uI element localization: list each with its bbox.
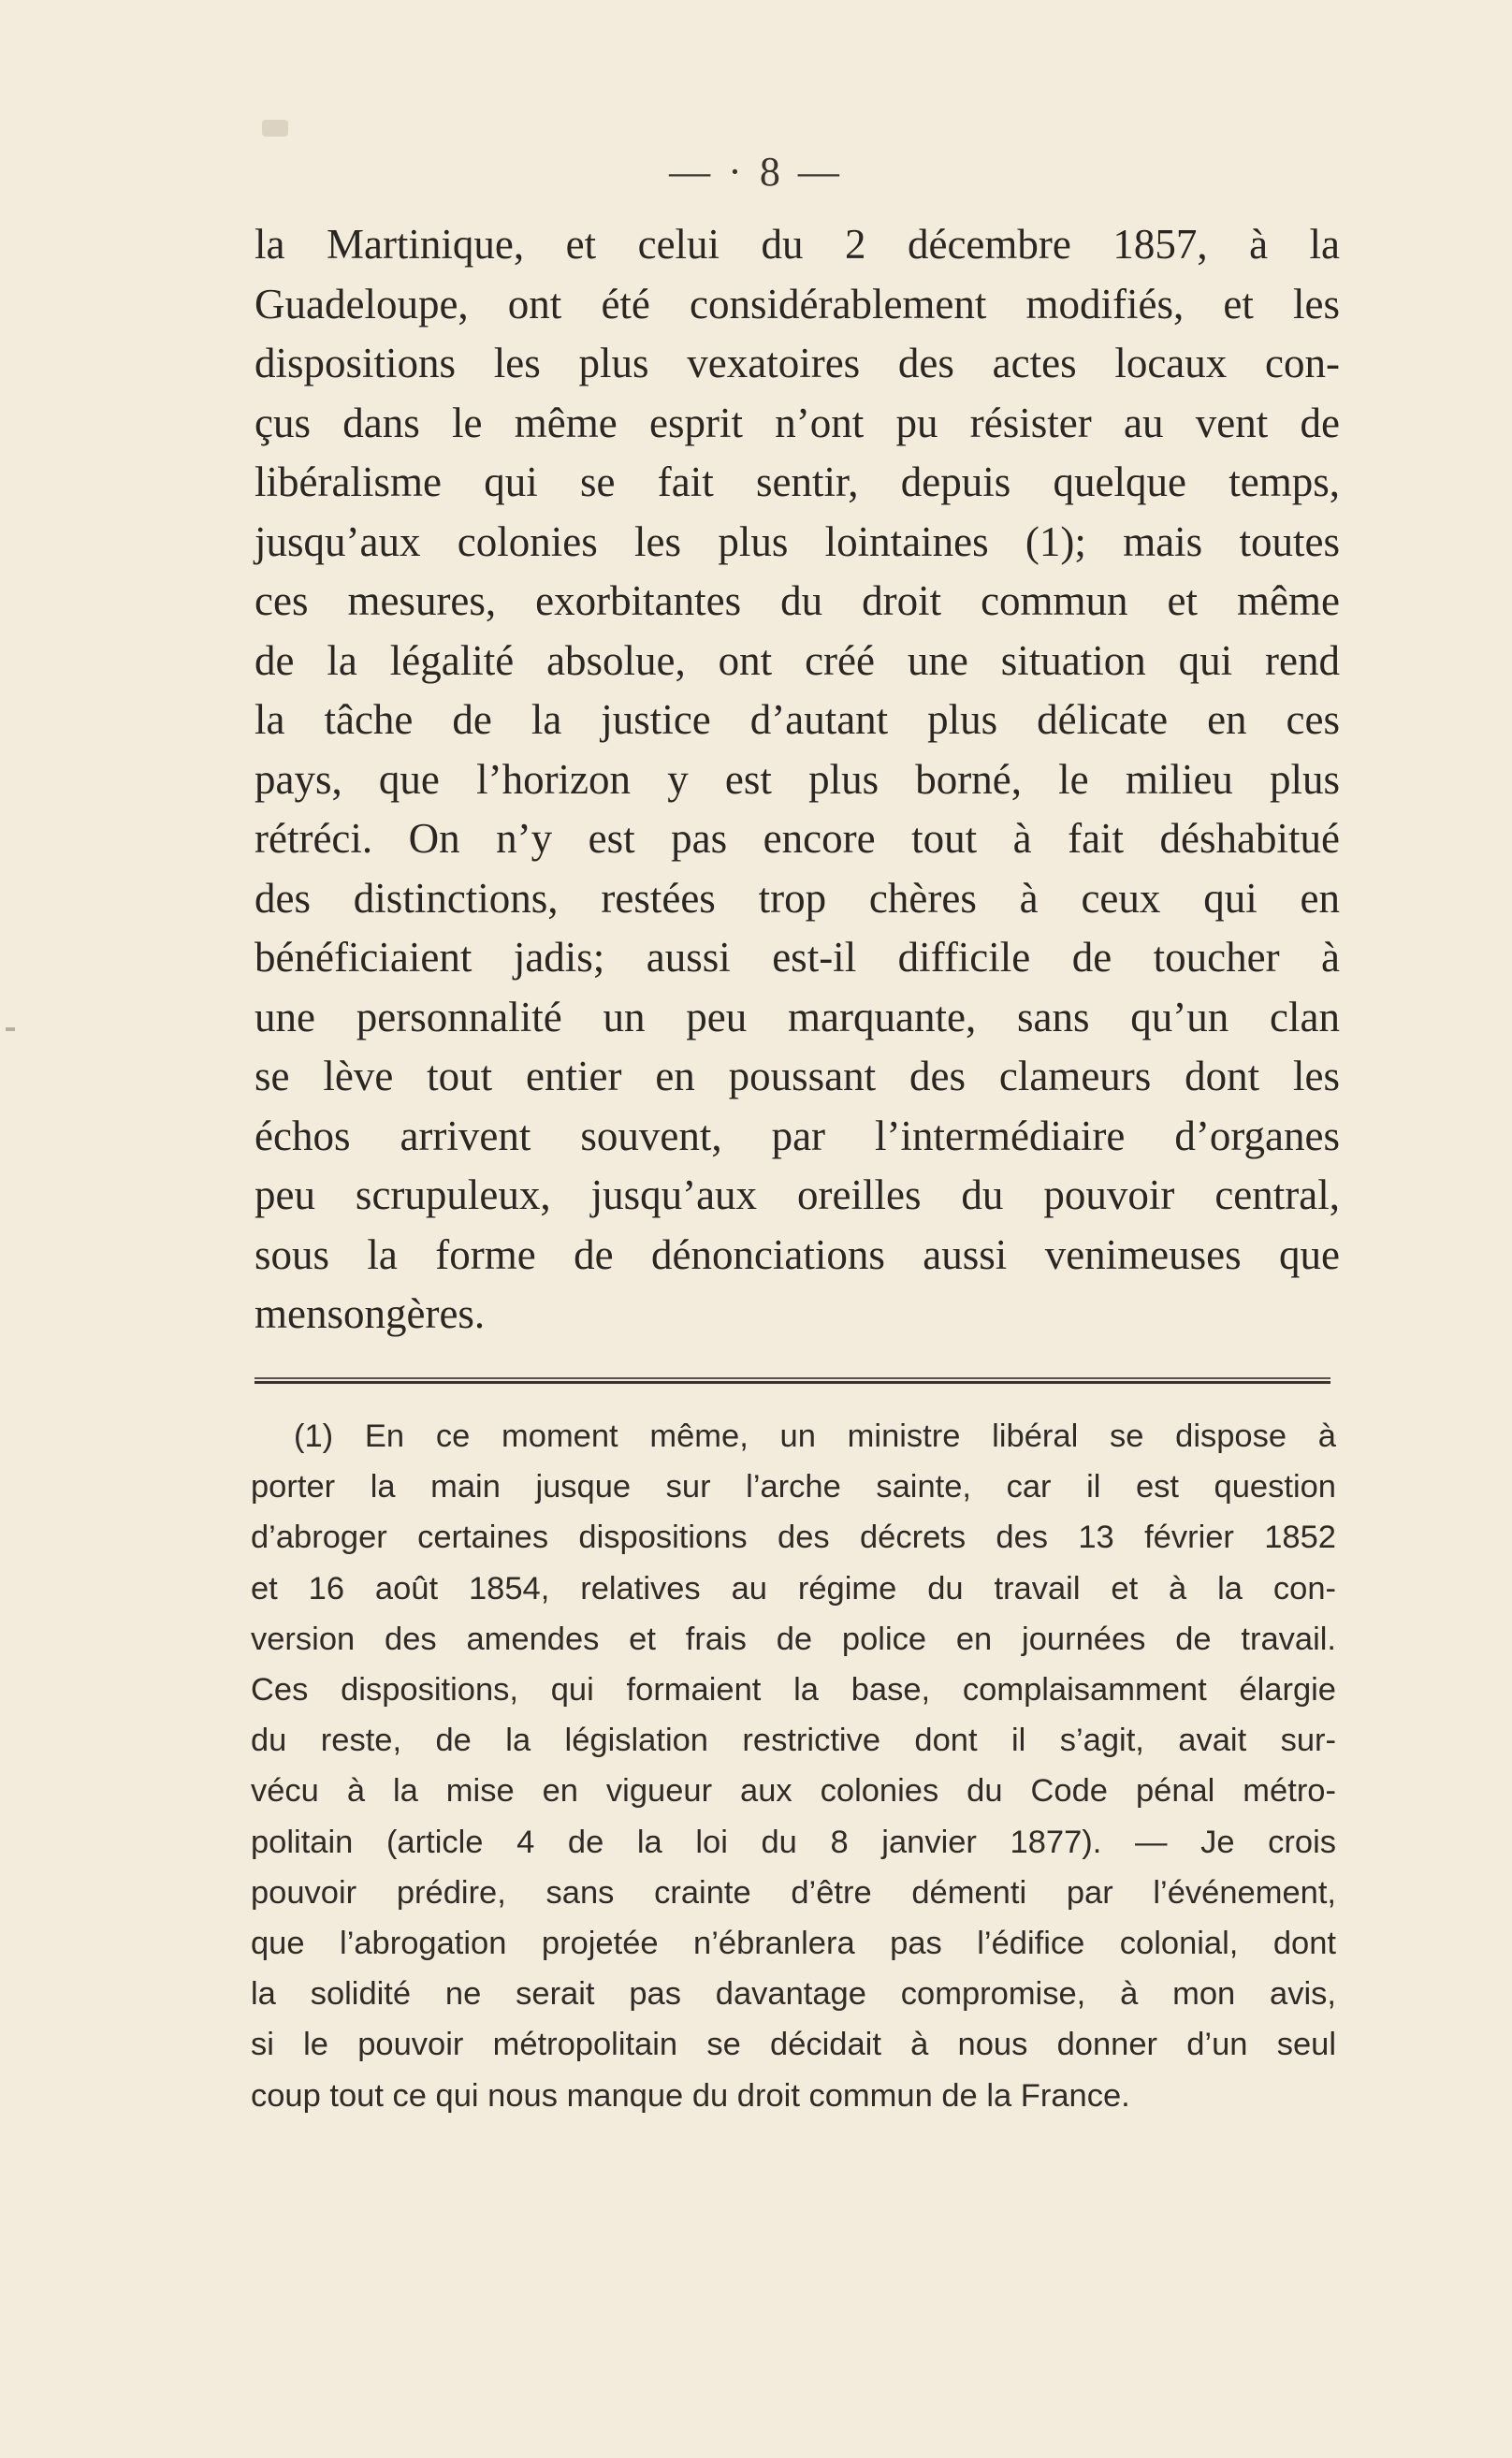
- footnote-line: (1) En ce moment même, un ministre libéral se dispose à: [294, 1418, 1336, 1454]
- body-line: de la légalité absolue, ont créé une situation qui rend: [254, 636, 1340, 684]
- footnote-line: du reste, de la législation restrictive dont il s’agit, avait sur-: [251, 1723, 1336, 1759]
- footnote-line: et 16 août 1854, relatives au régime du travail et à la con-: [251, 1570, 1336, 1607]
- footnote-line: d’abroger certaines dispositions des décrets des 13 février 1852: [251, 1520, 1336, 1556]
- body-line: la Martinique, et celui du 2 décembre 1857, à la: [254, 221, 1340, 268]
- main-paragraph: [254, 215, 1340, 1345]
- page-stain: [262, 120, 288, 137]
- footnote-line: pouvoir prédire, sans crainte d’être démenti par l’événement,: [251, 1874, 1336, 1911]
- edge-mark: [6, 1027, 15, 1031]
- separator-rule-thick: [254, 1381, 1330, 1384]
- body-line: bénéficiaient jadis; aussi est-il difficile de toucher à: [254, 934, 1340, 981]
- body-line: peu scrupuleux, jusqu’aux oreilles du pouvoir central,: [254, 1171, 1340, 1218]
- body-line: se lève tout entier en poussant des clameurs dont les: [254, 1053, 1340, 1099]
- separator-rule-thin: [254, 1377, 1330, 1379]
- footnote-line: Ces dispositions, qui formaient la base, complaisamment élargie: [251, 1672, 1336, 1709]
- footnote-separator: [254, 1377, 1330, 1385]
- body-line: çus dans le même esprit n’ont pu résister au vent de: [254, 399, 1340, 446]
- footnote-line: politain (article 4 de la loi du 8 janvier 1877). — Je crois: [251, 1824, 1336, 1860]
- body-line: pays, que l’horizon y est plus borné, le milieu plus: [254, 755, 1340, 803]
- body-line: ces mesures, exorbitantes du droit commun et même: [254, 577, 1340, 624]
- body-line: la tâche de la justice d’autant plus délicate en ces: [254, 696, 1340, 743]
- footnote-line: porter la main jusque sur l’arche sainte, car il est question: [251, 1469, 1336, 1505]
- body-line: mensongères.: [254, 1290, 486, 1337]
- body-line: des distinctions, restées trop chères à ceux qui en: [254, 874, 1340, 922]
- body-line: dispositions les plus vexatoires des actes locaux con-: [254, 340, 1340, 386]
- footnote-line: la solidité ne serait pas davantage compromise, à mon avis,: [251, 1976, 1336, 2013]
- body-line: une personnalité un peu marquante, sans qu’un clan: [254, 993, 1340, 1040]
- footnote-line: que l’abrogation projetée n’ébranlera pas l’édifice colonial, dont: [251, 1926, 1336, 1962]
- footnote-line: si le pouvoir métropolitain se décidait à nous donner d’un seul: [251, 2027, 1336, 2063]
- footnote: [251, 1411, 1336, 2121]
- body-line: sous la forme de dénonciations aussi venimeuses que: [254, 1230, 1340, 1278]
- body-line: libéralisme qui se fait sentir, depuis quelque temps,: [254, 458, 1340, 505]
- body-line: jusqu’aux colonies les plus lointaines (1); mais toutes: [254, 517, 1340, 565]
- body-line: échos arrivent souvent, par l’intermédiaire d’organes: [254, 1112, 1340, 1159]
- page-number: — · 8 —: [669, 149, 843, 195]
- body-line: Guadeloupe, ont été considérablement modifiés, et les: [254, 280, 1340, 327]
- footnote-line: version des amendes et frais de police en journées de travail.: [251, 1621, 1336, 1657]
- body-line: rétréci. On n’y est pas encore tout à fait déshabitué: [254, 815, 1340, 862]
- footnote-line: vécu à la mise en vigueur aux colonies du Code pénal métro-: [251, 1773, 1336, 1810]
- footnote-line: coup tout ce qui nous manque du droit commun de la France.: [251, 2077, 1130, 2114]
